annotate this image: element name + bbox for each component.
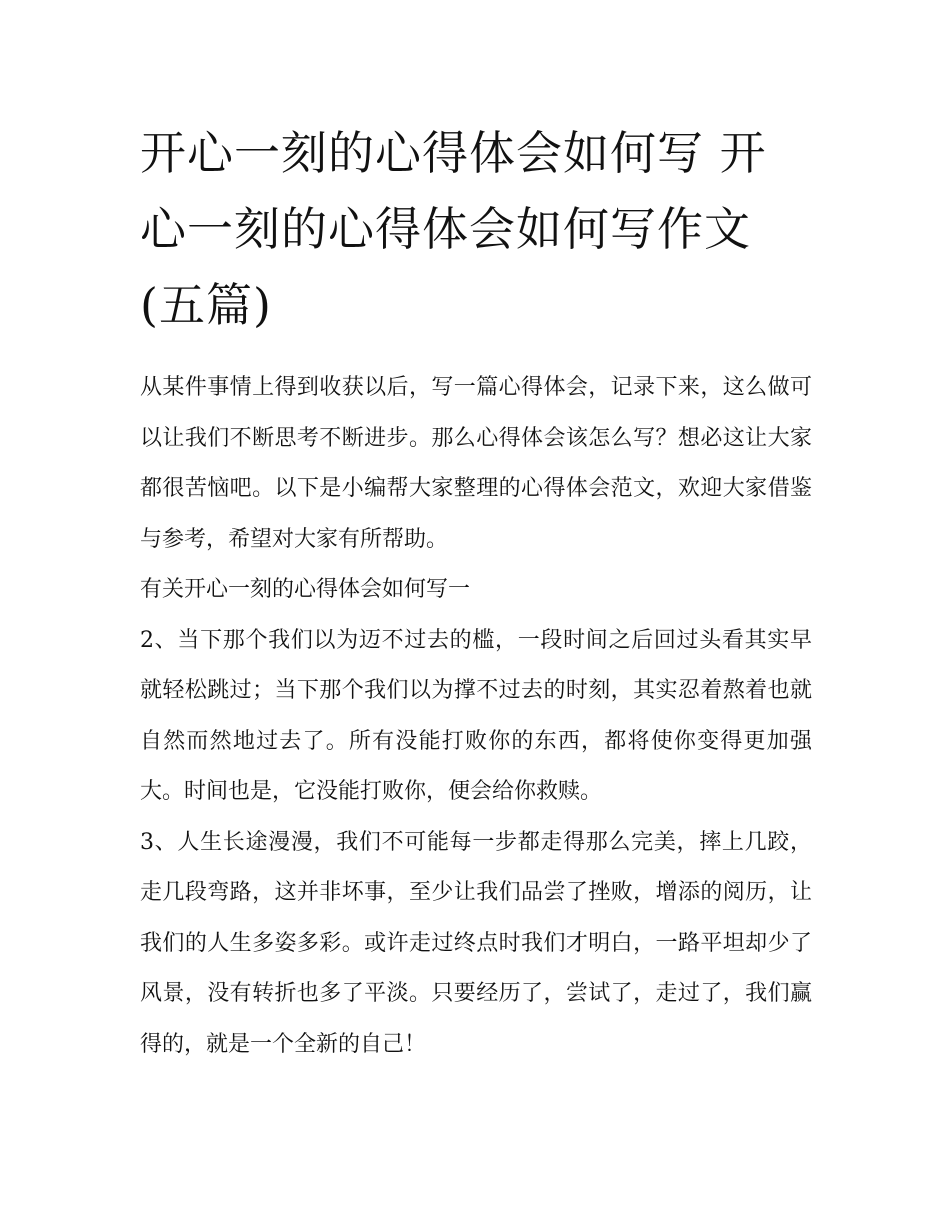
paragraph-item-2: 2、当下那个我们以为迈不过去的槛，一段时间之后回过头看其实早就轻松跳过；当下那个我们以为撑不过去的时刻，其实忍着熬着也就自然而然地过去了。所有没能打败你的东西，都将使你变得更加强大。时间也是，它没能打败你，便会给你救赎。 <box>140 627 812 804</box>
paragraph-intro: 从某件事情上得到收获以后，写一篇心得体会，记录下来，这么做可以让我们不断思考不断进步。那么心得体会该怎么写？想必这让大家都很苦恼吧。以下是小编帮大家整理的心得体会范文，欢迎大家借鉴与参考，希望对大家有所帮助。 <box>140 375 812 552</box>
document-body <box>140 363 812 1070</box>
paragraph-section-heading: 有关开心一刻的心得体会如何写一 <box>140 577 471 602</box>
document-title: 开心一刻的心得体会如何写 开心一刻的心得体会如何写作文(五篇) <box>140 126 767 332</box>
paragraph-item-3: 3、人生长途漫漫，我们不可能每一步都走得那么完美，摔上几跤，走几段弯路，这并非坏事，至少让我们品尝了挫败，增添的阅历，让我们的人生多姿多彩。或许走过终点时我们才明白，一路平坦却少了风景，没有转折也多了平淡。只要经历了，尝试了，走过了，我们赢得的，就是一个全新的自己！ <box>140 829 812 1057</box>
document-page <box>140 115 812 1070</box>
